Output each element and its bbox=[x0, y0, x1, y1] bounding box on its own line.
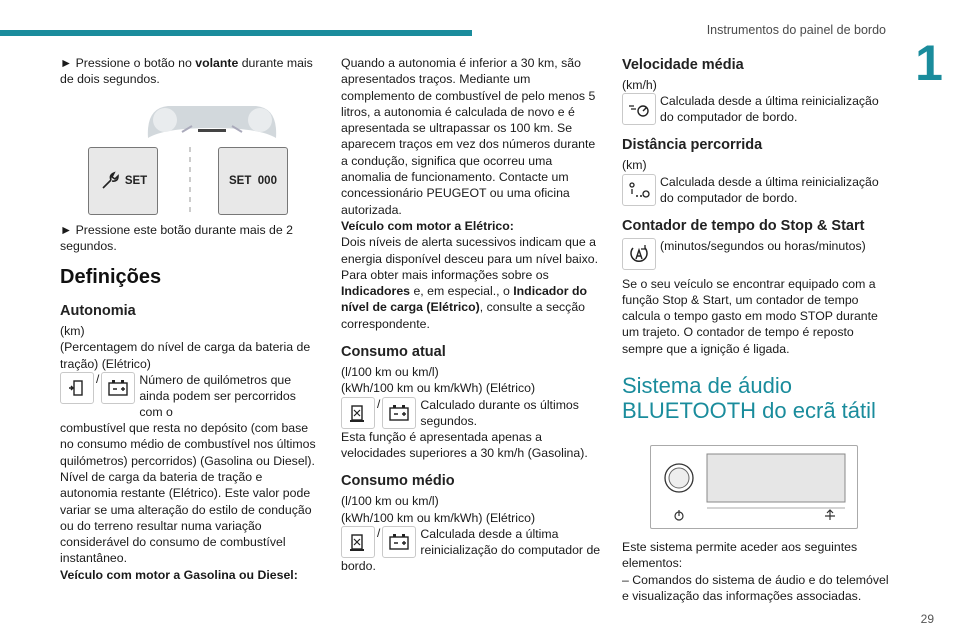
audio-paragraph-1: Este sistema permite aceder aos seguintes elementos: bbox=[622, 540, 858, 571]
column-2 bbox=[341, 55, 605, 574]
autonomia-dashes-paragraph: Quando a autonomia é inferior a 30 km, são apresentados traços. Mediante um complemento de combustível de pelo menos 5 litros, a autonomia é calculada de novo e é apresentada se ultrapassar os 100 km. Se aparecem traços em vez dos números durante a condução, significa que ocorreu uma anomalia de funcionamento. Contacte um concessionário PEUGEOT ou uma oficina autorizada. bbox=[341, 56, 596, 217]
column-1 bbox=[60, 55, 322, 583]
radio-front-panel-icon bbox=[651, 446, 857, 528]
consumo-medio-unit-1: (l/100 km ou km/l) bbox=[341, 494, 439, 509]
fuel-pump-icon bbox=[341, 397, 375, 429]
stop-start-icon-row bbox=[622, 238, 890, 270]
electric-heading: Veículo com motor a Elétrico: bbox=[341, 218, 514, 233]
distancia-text: Calculada desde a última reinicialização do computador de bordo. bbox=[660, 174, 879, 205]
velocidade-text: Calculada desde a última reinicialização do computador de bordo. bbox=[660, 94, 879, 125]
consumo-medio-icon-row: / Calculada desde a última reinicialização do computador de bbox=[341, 526, 605, 558]
battery-icon bbox=[382, 526, 416, 558]
heading-distancia-percorrida: Distância percorrida bbox=[622, 137, 763, 154]
battery-icon bbox=[382, 397, 416, 429]
distancia-icon-row bbox=[622, 174, 890, 206]
battery-note: (Percentagem do nível de carga da bateria de tração) (Elétrico) bbox=[60, 340, 311, 371]
autonomia-icon-row: / Número de quilómetros que ainda podem ser percorridos com o bbox=[60, 372, 322, 420]
heading-consumo-medio: Consumo médio bbox=[341, 473, 455, 490]
heading-consumo-atual: Consumo atual bbox=[341, 344, 446, 361]
running-header: Instrumentos do painel de bordo bbox=[706, 23, 886, 37]
set-button-wrench: SET bbox=[88, 147, 158, 215]
velocidade-icon-row bbox=[622, 93, 890, 125]
heading-stop-start: Contador de tempo do Stop & Start bbox=[622, 217, 865, 234]
heading-autonomia: Autonomia bbox=[60, 303, 136, 320]
stop-start-text: (minutos/segundos ou horas/minutos) bbox=[660, 238, 866, 253]
consumo-atual-icon-row: / Calculado durante os últimos segundos. bbox=[341, 397, 605, 429]
distance-icon bbox=[622, 174, 656, 206]
heading-audio-system: Sistema de áudio BLUETOOTH do ecrã tátil bbox=[622, 373, 876, 424]
instrument-cluster-icon bbox=[60, 98, 322, 148]
fuel-range-icon bbox=[60, 372, 94, 404]
consumo-atual-body: Esta função é apresentada apenas a velocidades superiores a 30 km/h (Gasolina). bbox=[341, 429, 588, 460]
instruction-paragraph-2: ► Pressione este botão durante mais de 2 segundos. bbox=[60, 222, 293, 253]
heading-velocidade-media: Velocidade média bbox=[622, 57, 744, 73]
battery-icon bbox=[101, 372, 135, 404]
consumo-medio-unit-2: (kWh/100 km ou km/kWh) (Elétrico) bbox=[341, 510, 536, 525]
electric-paragraph: Dois níveis de alerta sucessivos indicam que a energia disponível desceu para um nível baixo. Para obter mais informações sobre os Indicadores e, em especial., o Indicador do nível de carga (Elétrico), consulte a secção correspondente. bbox=[341, 235, 599, 331]
instruction-paragraph: ► Pressione o botão no volante durante mais de dois segundos. bbox=[60, 56, 313, 87]
speedometer-icon bbox=[622, 93, 656, 125]
set-button-000: SET 000 bbox=[218, 147, 288, 215]
divider-dashed-line bbox=[188, 147, 192, 215]
autonomia-icon-text: Número de quilómetros que ainda podem ser percorridos com o bbox=[139, 373, 296, 420]
consumo-atual-icon-text: Calculado durante os últimos segundos. bbox=[420, 397, 579, 428]
stop-start-body: Se o seu veículo se encontrar equipado com a função Stop & Start, um contador de tempo calcula o tempo gasto em modo STOP durante um trajeto. O contador de tempo é reposto sempre que a ignição é ligada. bbox=[622, 276, 878, 356]
distancia-unit: (km) bbox=[622, 158, 647, 173]
fuel-pump-icon bbox=[341, 526, 375, 558]
consumo-medio-tail: bordo. bbox=[341, 558, 376, 573]
wrench-icon bbox=[99, 170, 121, 192]
heading-definicoes: Definições bbox=[60, 266, 162, 289]
steering-button-illustration bbox=[60, 98, 322, 216]
page-number: 29 bbox=[920, 612, 934, 626]
consumo-atual-unit-1: (l/100 km ou km/l) bbox=[341, 365, 439, 380]
column-3 bbox=[622, 55, 890, 604]
consumo-medio-icon-text: Calculada desde a última reinicialização do computador de bbox=[420, 526, 601, 557]
velocidade-unit: (km/h) bbox=[622, 78, 657, 92]
gasoline-diesel-heading: Veículo com motor a Gasolina ou Diesel: bbox=[60, 567, 298, 582]
touchscreen-radio-illustration bbox=[650, 445, 858, 529]
header-accent-bar bbox=[0, 30, 472, 36]
chapter-number: 1 bbox=[915, 35, 943, 91]
consumo-atual-unit-2: (kWh/100 km ou km/kWh) (Elétrico) bbox=[341, 381, 536, 396]
autonomia-body: combustível que resta no depósito (com base no consumo médio de combustível nos últimos quilómetros) percorridos) (Gasolina ou Diesel). Nível de carga da bateria de tração e autonomia restante (Elétrico). Este valor pode variar se uma alteração do estilo de condução ou do terreno resultar numa variação considerável do consumo de combustível instantâneo. bbox=[60, 421, 316, 566]
audio-paragraph-2: – Comandos do sistema de áudio e do telemóvel e visualização das informações associadas. bbox=[622, 572, 889, 603]
unit-label: (km) bbox=[60, 324, 85, 339]
stop-start-icon bbox=[622, 238, 656, 270]
